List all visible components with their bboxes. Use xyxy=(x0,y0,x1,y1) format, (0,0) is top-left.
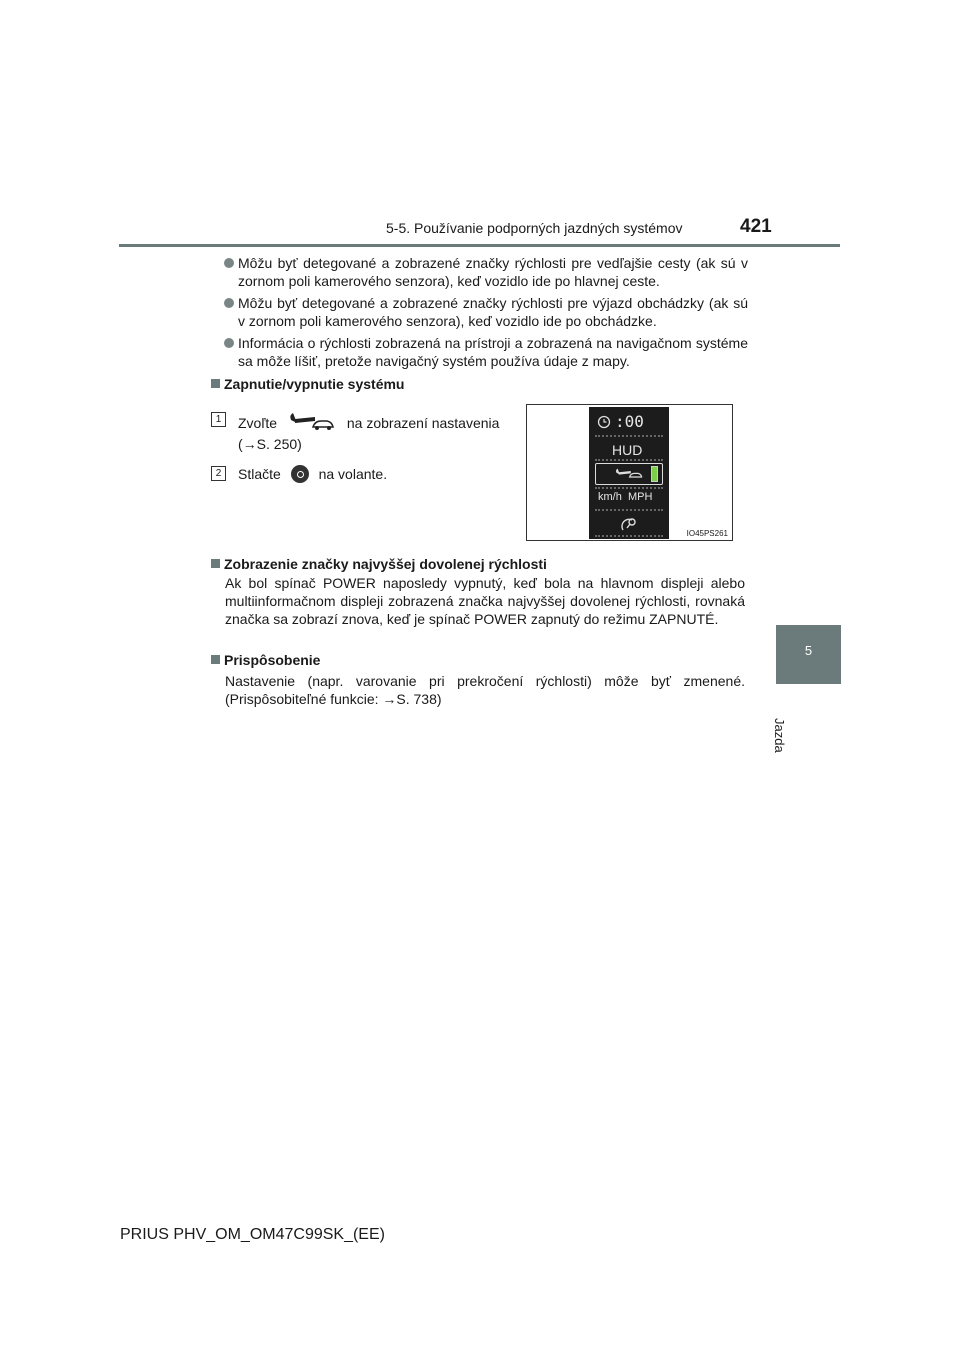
divider xyxy=(595,535,663,539)
divider xyxy=(595,509,663,513)
display-paragraph: Ak bol spínač POWER naposledy vypnutý, keď bola na hlavnom displeji alebo multiinformačnom displeji zobrazená značka najvyššej dovolenej rýchlosti, rovnaká značka sa zobrazí znova, keď je spínač POWER zapnutý do režimu ZAPNUTÉ. xyxy=(225,575,745,627)
square-bullet-icon xyxy=(211,559,220,568)
bullet-item xyxy=(224,294,748,330)
clock-icon xyxy=(597,415,611,429)
bullet-item xyxy=(224,254,748,290)
bullet-item xyxy=(224,334,748,370)
step-1-text: Zvoľte na zobrazení nastavenia xyxy=(238,411,499,433)
section-title: 5-5. Používanie podporných jazdných systémov xyxy=(386,220,683,236)
steering-button-icon xyxy=(291,465,309,483)
figure-id: IO45PS261 xyxy=(686,529,728,538)
footer-doc-id: PRIUS PHV_OM_OM47C99SK_(EE) xyxy=(120,1226,385,1243)
scroll-bar xyxy=(651,466,658,482)
hud-label: HUD xyxy=(612,442,643,458)
custom-paragraph: Nastavenie (napr. varovanie pri prekročení rýchlosti) môže byť zmenené. (Prispôsobiteľné funkcie: →S. 738) xyxy=(225,673,745,707)
step-1-ref: (→S. 250) xyxy=(238,436,302,452)
units-label: km/h MPH xyxy=(598,491,653,503)
selected-item-box xyxy=(595,463,663,485)
heading-toggle: Zapnutie/vypnutie systému xyxy=(211,376,404,392)
heading-display: Zobrazenie značky najvyššej dovolenej rýchlosti xyxy=(211,556,547,572)
bullet-icon xyxy=(224,338,234,348)
bullet-text: Informácia o rýchlosti zobrazená na prístroji a zobrazená na navigačnom systéme sa môže líšiť, pretože navigačný systém používa údaje z mapy. xyxy=(238,335,748,369)
gear-icon xyxy=(620,516,638,534)
divider xyxy=(595,435,663,439)
heading-custom: Prispôsobenie xyxy=(211,652,320,668)
step-number: 1 xyxy=(211,412,226,427)
bullet-text: Môžu byť detegované a zobrazené značky rýchlosti pre výjazd obchádzky (ak sú v zornom poli kamerového senzora), keď vozidlo ide po obchádzke. xyxy=(238,295,748,329)
chapter-number: 5 xyxy=(804,643,813,658)
settings-display-figure xyxy=(526,404,733,541)
step-2-text: Stlačte na volante. xyxy=(238,466,388,482)
page-number: 421 xyxy=(740,216,772,237)
chapter-tab xyxy=(776,625,841,684)
square-bullet-icon xyxy=(211,655,220,664)
square-bullet-icon xyxy=(211,379,220,388)
header-rule xyxy=(119,244,840,247)
lka-settings-icon xyxy=(287,411,337,433)
lka-icon-small xyxy=(614,466,644,482)
bullet-text: Môžu byť detegované a zobrazené značky rýchlosti pre vedľajšie cesty (ak sú v zornom poli kamerového senzora), keď vozidlo ide po hlavnej ceste. xyxy=(238,255,748,289)
bullet-icon xyxy=(224,258,234,268)
chapter-label: Jazda xyxy=(772,718,787,753)
step-number: 2 xyxy=(211,466,226,481)
display-screen xyxy=(589,407,669,539)
clock-text: :00 xyxy=(615,412,644,431)
bullet-icon xyxy=(224,298,234,308)
